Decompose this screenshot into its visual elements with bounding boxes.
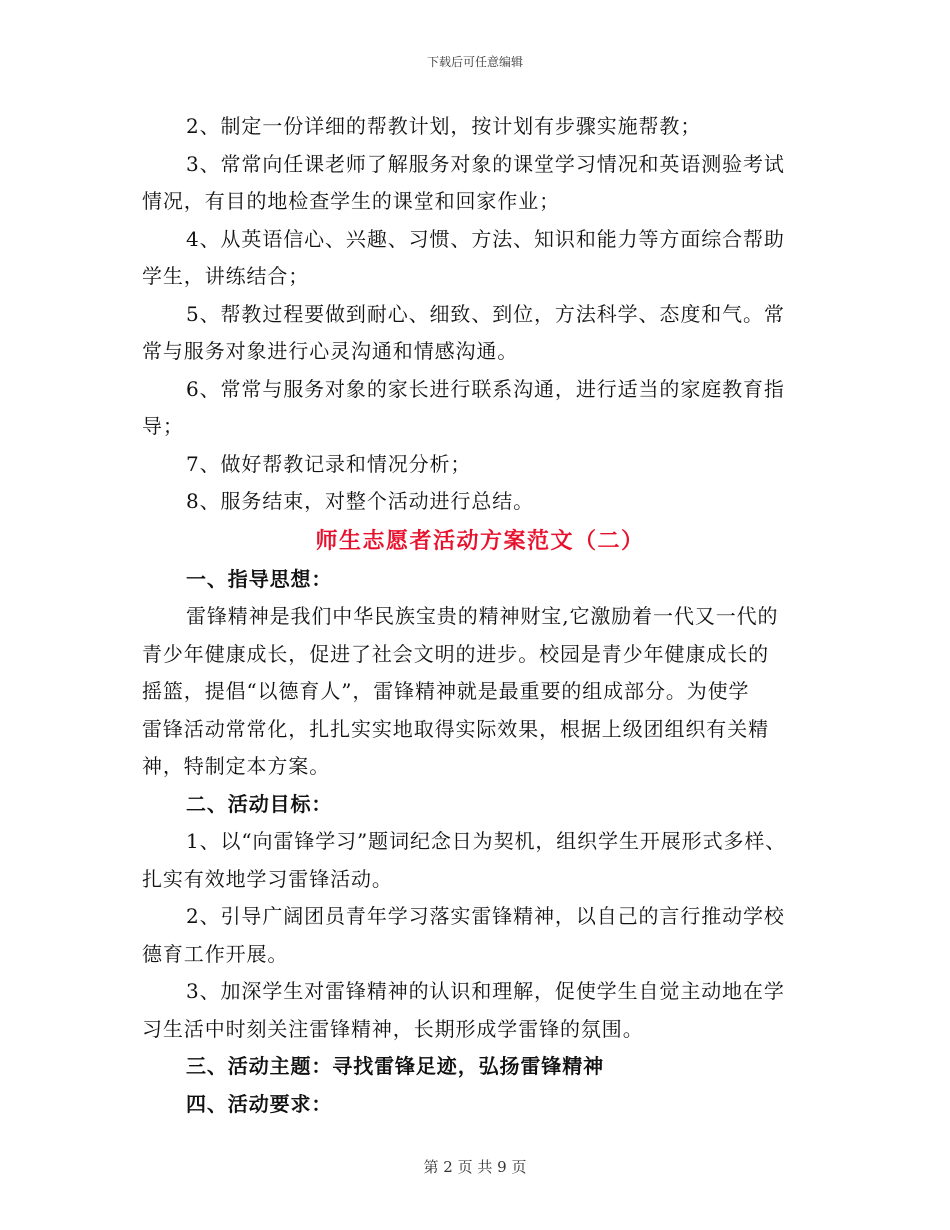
paragraph-line: 6、常常与服务对象的家长进行联系沟通，进行适当的家庭教育指 [186,376,785,401]
paragraph-line: 8、服务结束，对整个活动进行总结。 [186,489,535,513]
paragraph-line: 习生活中时刻关注雷锋精神，长期形成学雷锋的氛围。 [142,1016,644,1041]
paragraph-line: 4、从英语信心、兴趣、习惯、方法、知识和能力等方面综合帮助 [186,226,785,251]
section-heading: 三、活动主题：寻找雷锋足迹，弘扬雷锋精神 [186,1054,604,1078]
document-body [142,108,812,1123]
paragraph-line: 7、做好帮教记录和情况分析； [186,451,472,476]
section-heading: 一、指导思想： [186,566,333,591]
paragraph-line: 青少年健康成长，促进了社会文明的进步。校园是青少年健康成长的 [142,641,769,666]
paragraph-line: 情况，有目的地检查学生的课堂和回家作业； [142,189,560,213]
section-heading: 四、活动要求： [186,1091,333,1116]
paragraph-line: 德育工作开展。 [142,941,289,966]
paragraph-line: 2、制定一份详细的帮教计划，按计划有步骤实施帮教； [186,114,702,138]
paragraph-line: 常与服务对象进行心灵沟通和情感沟通。 [142,339,519,363]
paragraph-line: 2、引导广阔团员青年学习落实雷锋精神，以自己的言行推动学校 [186,904,785,928]
paragraph-line: 导； [142,414,184,438]
section-title: 师生志愿者活动方案范文（二） [315,527,645,554]
paragraph-line: 雷锋精神是我们中华民族宝贵的精神财宝,它激励着一代又一代的 [186,604,779,628]
paragraph-line: 雷锋活动常常化，扎扎实实地取得实际效果，根据上级团组织有关精 [142,716,769,741]
paragraph-line: 神，特制定本方案。 [142,754,331,778]
paragraph-line: 3、常常向任课老师了解服务对象的课堂学习情况和英语测验考试 [186,151,785,176]
paragraph-line: 摇篮，提倡“以德育人”，雷锋精神就是最重要的组成部分。为使学 [142,679,750,703]
paragraph-line: 1、以“向雷锋学习”题词纪念日为契机，组织学生开展形式多样、 [186,829,787,853]
paragraph-line: 5、帮教过程要做到耐心、细致、到位，方法科学、态度和气。常 [186,301,785,326]
paragraph-line: 学生，讲练结合； [142,264,310,288]
paragraph-line: 3、加深学生对雷锋精神的认识和理解，促使学生自觉主动地在学 [186,979,785,1003]
section-heading: 二、活动目标： [186,791,333,816]
paragraph-line: 扎实有效地学习雷锋活动。 [142,866,393,891]
page-footer: 第 2 页 共 9 页 [423,1158,527,1176]
header-note: 下载后可任意编辑 [426,55,523,69]
